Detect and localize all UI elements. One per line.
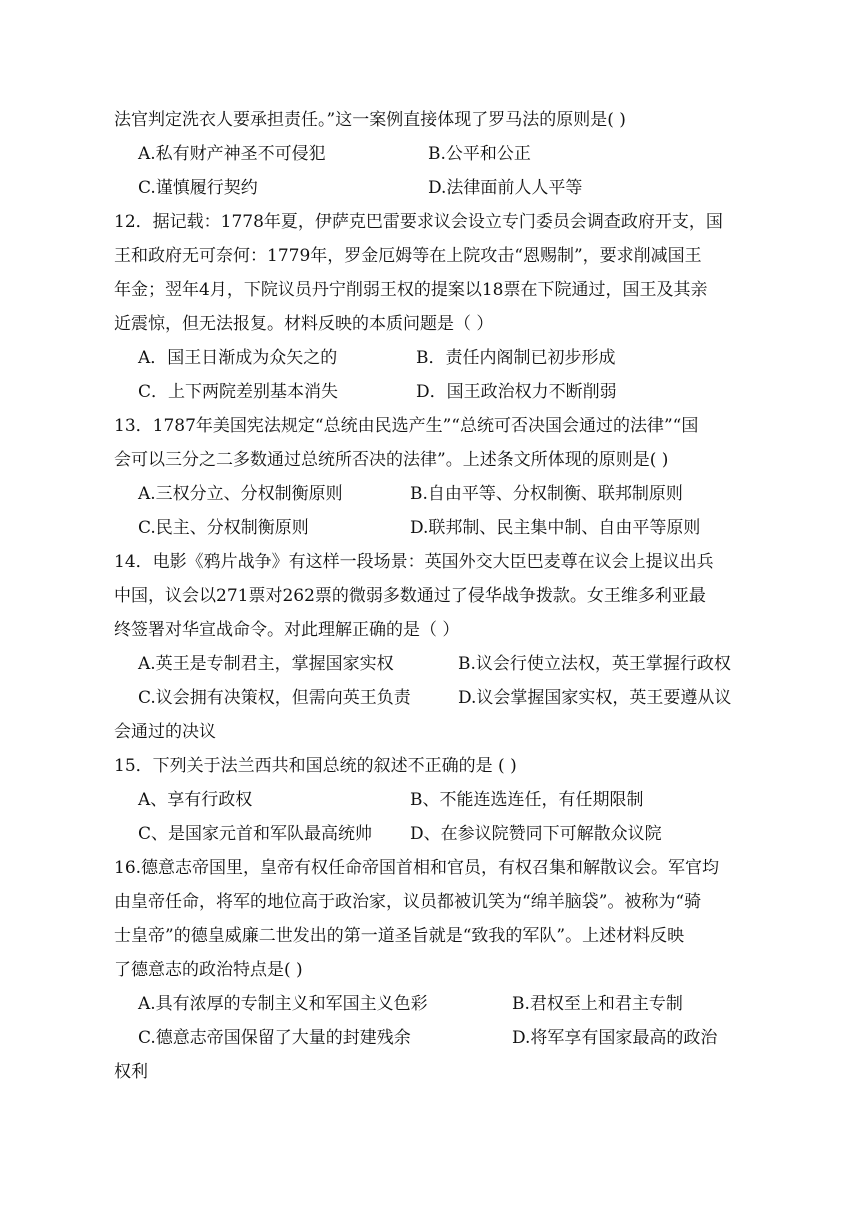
q12-stem-line: 王和政府无可奈何：1779年，罗金厄姆等在上院攻击“恩赐制”，要求削减国王 — [114, 246, 702, 266]
q15-stem: 15．下列关于法兰西共和国总统的叙述不正确的是 ( ) — [114, 756, 517, 776]
q16-stem-line: 了德意志的政治特点是( ) — [114, 960, 303, 980]
q11-option-b: B.公平和公正 — [428, 144, 531, 164]
q16-option-c: C.德意志帝国保留了大量的封建残余 — [138, 1028, 411, 1048]
q14-stem-line: 中国，议会以271票对262票的微弱多数通过了侵华战争拨款。女王维多利亚最 — [114, 586, 706, 606]
q11-option-a: A.私有财产神圣不可侵犯 — [138, 144, 326, 164]
q16-option-d: D.将军享有国家最高的政治 — [512, 1028, 718, 1048]
q13-option-d: D.联邦制、民主集中制、自由平等原则 — [410, 518, 701, 538]
q12-option-d: D．国王政治权力不断削弱 — [416, 382, 617, 402]
q12-option-b: B．责任内阁制已初步形成 — [416, 348, 616, 368]
q12-option-a: A．国王日渐成为众矢之的 — [138, 348, 338, 368]
q15-option-b: B、不能连选连任，有任期限制 — [410, 790, 644, 810]
q13-option-b: B.自由平等、分权制衡、联邦制原则 — [410, 484, 683, 504]
q11-stem: 法官判定洗衣人要承担责任。”这一案例直接体现了罗马法的原则是( ) — [114, 110, 626, 130]
q14-option-d-continued: 会通过的决议 — [114, 722, 216, 742]
q13-stem-line: 13．1787年美国宪法规定“总统由民选产生”“总统可否决国会通过的法律”“国 — [114, 416, 699, 436]
q13-option-a: A.三权分立、分权制衡原则 — [138, 484, 343, 504]
q14-option-c: C.议会拥有决策权，但需向英王负责 — [138, 688, 411, 708]
q11-option-d: D.法律面前人人平等 — [428, 178, 583, 198]
q16-option-a: A.具有浓厚的专制主义和军国主义色彩 — [138, 994, 428, 1014]
q13-stem-line: 会可以三分之二多数通过总统所否决的法律”。上述条文所体现的原则是( ) — [114, 450, 669, 470]
q12-stem-line: 年金；翌年4月，下院议员丹宁削弱王权的提案以18票在下院通过，国王及其亲 — [114, 280, 708, 300]
q16-option-d-continued: 权利 — [114, 1062, 148, 1082]
q12-option-c: C．上下两院差别基本消失 — [138, 382, 339, 402]
q16-stem-line: 士皇帝”的德皇威廉二世发出的第一道圣旨就是“致我的军队”。上述材料反映 — [114, 926, 685, 946]
q15-option-c: C、是国家元首和军队最高统帅 — [138, 824, 373, 844]
q14-stem-line: 14．电影《鸦片战争》有这样一段场景：英国外交大臣巴麦尊在议会上提议出兵 — [114, 552, 714, 572]
q16-stem-line: 16.德意志帝国里，皇帝有权任命帝国首相和官员，有权召集和解散议会。军官均 — [114, 858, 720, 878]
q11-option-c: C.谨慎履行契约 — [138, 178, 258, 198]
q14-option-b: B.议会行使立法权，英王掌握行政权 — [458, 654, 731, 674]
q15-option-a: A、享有行政权 — [138, 790, 253, 810]
q13-option-c: C.民主、分权制衡原则 — [138, 518, 309, 538]
q16-option-b: B.君权至上和君主专制 — [512, 994, 683, 1014]
q14-stem-line: 终签署对华宣战命令。对此理解正确的是（ ） — [114, 620, 460, 640]
q12-stem-line: 12．据记载：1778年夏，伊萨克巴雷要求议会设立专门委员会调查政府开支，国 — [114, 212, 723, 232]
q16-stem-line: 由皇帝任命，将军的地位高于政治家，议员都被讥笑为“绵羊脑袋”。被称为“骑 — [114, 892, 702, 912]
q12-stem-line: 近震惊，但无法报复。材料反映的本质问题是（ ） — [114, 314, 494, 334]
q15-option-d: D、在参议院赞同下可解散众议院 — [410, 824, 662, 844]
q14-option-a: A.英王是专制君主，掌握国家实权 — [138, 654, 394, 674]
q14-option-d: D.议会掌握国家实权，英王要遵从议 — [458, 688, 732, 708]
